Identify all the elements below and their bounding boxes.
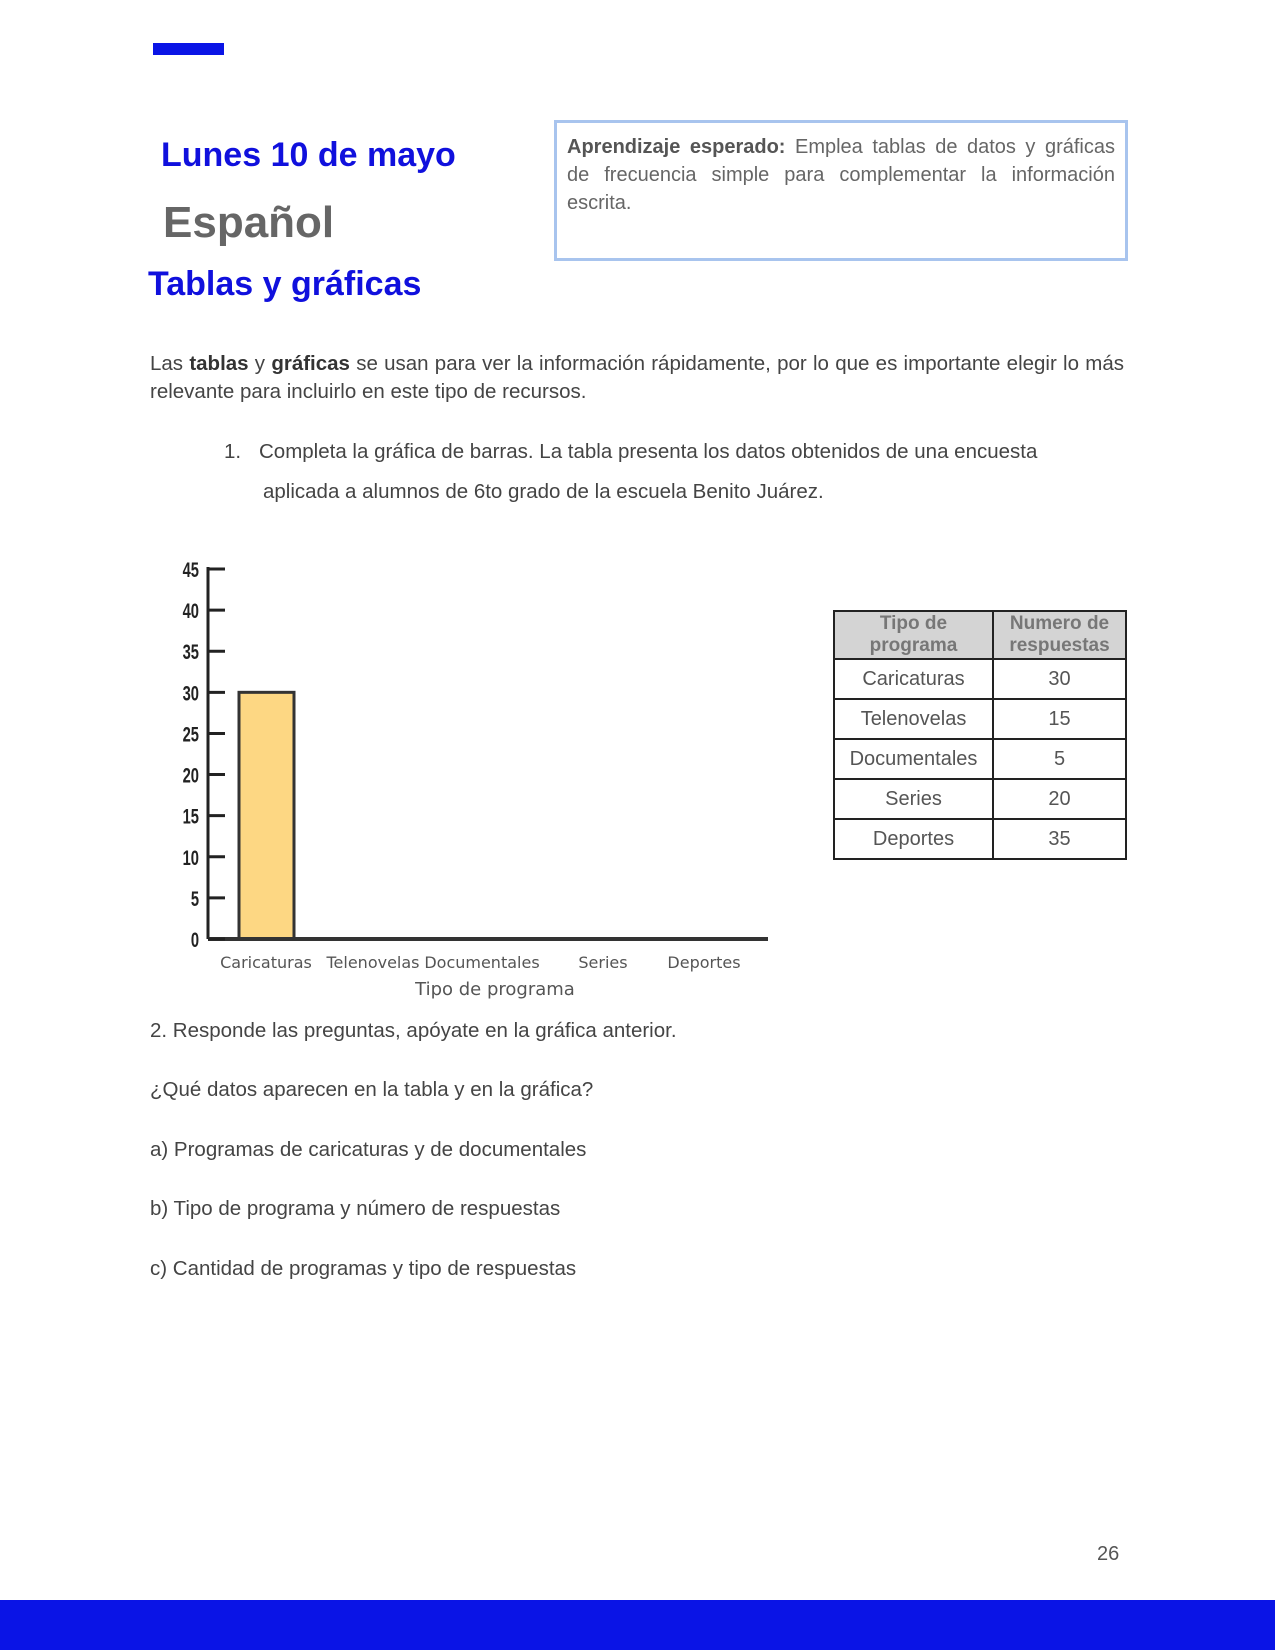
- y-tick-label: 40: [182, 599, 199, 623]
- x-tick-label: Documentales: [424, 953, 540, 972]
- x-tick-label: Caricaturas: [220, 953, 312, 972]
- cell-program: Telenovelas: [834, 699, 993, 739]
- question-2: 2. Responde las preguntas, apóyate en la gráfica anterior.: [150, 1019, 677, 1042]
- item-line: Completa la gráfica de barras. La tabla presenta los datos obtenidos de una encuesta: [259, 440, 1038, 463]
- cell-count: 30: [993, 659, 1126, 699]
- option-a: a) Programas de caricaturas y de documentales: [150, 1138, 587, 1161]
- cell-count: 35: [993, 819, 1126, 859]
- y-tick-label: 15: [182, 805, 199, 829]
- y-tick-label: 20: [182, 764, 199, 788]
- goal-text: Emplea tablas de datos y gráficas de frecuencia simple para complementar la información escrita.: [567, 136, 1115, 214]
- page-number: 26: [1097, 1543, 1120, 1565]
- x-tick-label: Telenovelas: [326, 953, 420, 972]
- table-row: [834, 739, 1126, 779]
- cell-count: 20: [993, 779, 1126, 819]
- y-tick-label: 0: [190, 928, 199, 952]
- intro-text: Las: [150, 352, 190, 375]
- table-row: [834, 699, 1126, 739]
- table-row: [834, 819, 1126, 859]
- lesson-date: Lunes 10 de mayo: [161, 136, 456, 174]
- intro-bold: gráficas: [271, 352, 350, 375]
- y-tick-label: 25: [182, 722, 199, 747]
- table-header: Tipo de programa: [834, 611, 993, 659]
- subject-title: Español: [163, 198, 335, 247]
- cell-program: Documentales: [834, 739, 993, 779]
- table-row: [834, 659, 1126, 699]
- cell-count: 5: [993, 739, 1126, 779]
- y-tick-label: 45: [182, 558, 199, 582]
- data-table: [833, 610, 1127, 860]
- goal-label: Aprendizaje esperado:: [567, 136, 786, 158]
- intro-bold: tablas: [189, 352, 249, 375]
- y-tick-label: 5: [190, 887, 199, 911]
- table-row: [834, 779, 1126, 819]
- x-axis-title: Tipo de programa: [415, 979, 575, 1000]
- option-b: b) Tipo de programa y número de respuestas: [150, 1197, 561, 1220]
- cell-program: Series: [834, 779, 993, 819]
- y-tick-label: 35: [182, 640, 199, 664]
- y-tick-label: 10: [182, 846, 199, 870]
- item-number: 1.: [224, 440, 242, 463]
- cell-count: 15: [993, 699, 1126, 739]
- cell-program: Deportes: [834, 819, 993, 859]
- option-c: c) Cantidad de programas y tipo de respuestas: [150, 1257, 577, 1280]
- cell-program: Caricaturas: [834, 659, 993, 699]
- x-tick-label: Series: [578, 953, 628, 972]
- item-line: aplicada a alumnos de 6to grado de la escuela Benito Juárez.: [263, 480, 824, 503]
- topic-title: Tablas y gráficas: [148, 265, 422, 303]
- bar-caricaturas: [239, 692, 294, 939]
- bottom-bar: [0, 1600, 1275, 1650]
- question-prompt: ¿Qué datos aparecen en la tabla y en la gráfica?: [150, 1078, 594, 1101]
- intro-text: y: [248, 352, 272, 375]
- table-header: Numero de respuestas: [993, 611, 1126, 659]
- intro-text: se usan para ver la información rápidamente, por lo que es importante elegir lo más relevante para incluirlo en este tipo de recursos.: [150, 352, 1124, 403]
- y-tick-label: 30: [182, 681, 199, 705]
- x-tick-label: Deportes: [667, 953, 741, 972]
